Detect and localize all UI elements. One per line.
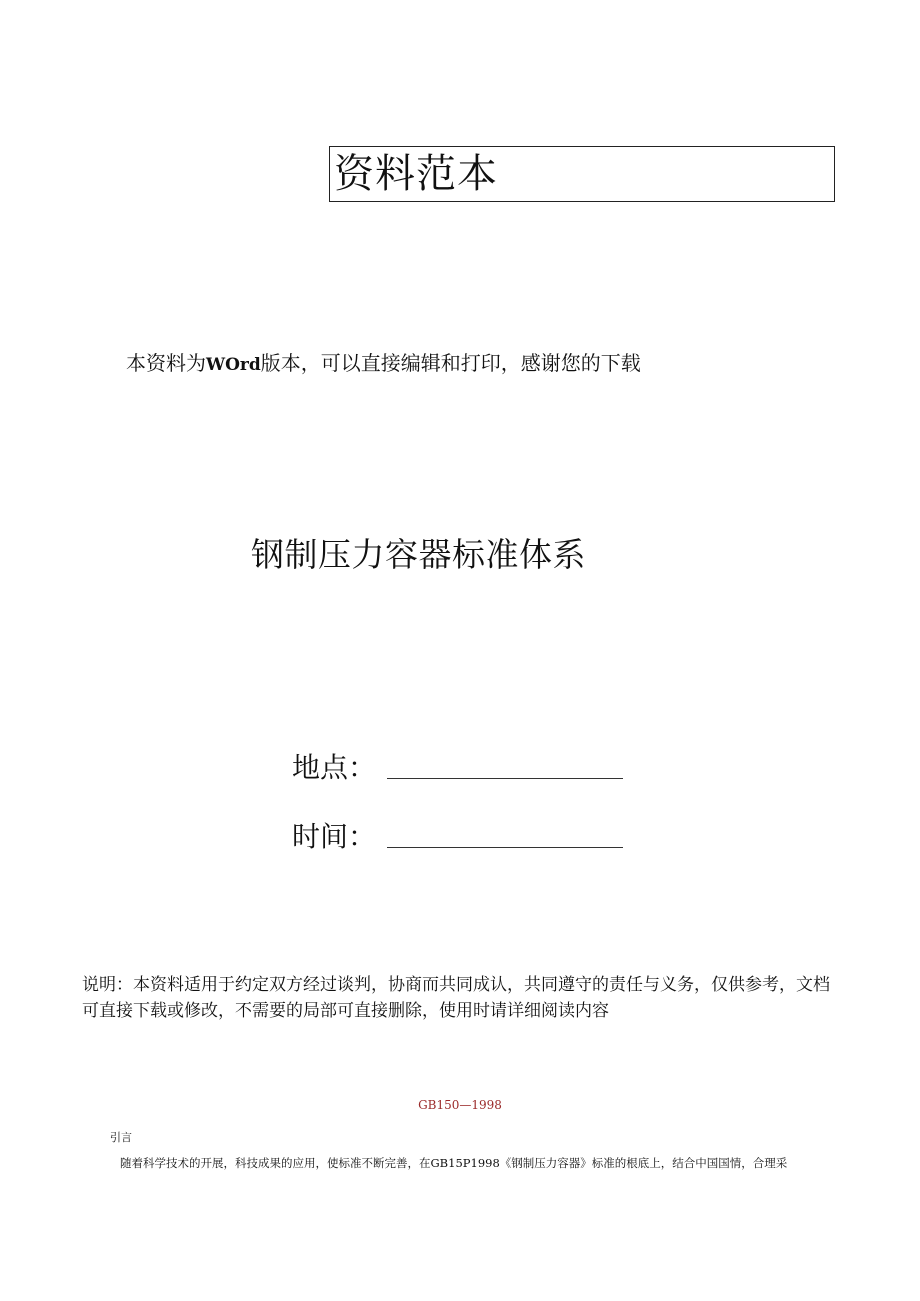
usage-description-line-1: 说明：本资料适用于约定双方经过谈判，协商而共同成认，共同遵守的责任与义务，仅供参考，文档 xyxy=(82,975,830,995)
template-title: 资料范本 xyxy=(334,151,498,197)
document-title: 钢制压力容器标准体系 xyxy=(251,535,586,574)
download-note xyxy=(126,349,641,379)
section-heading: 引言 xyxy=(110,1131,132,1144)
time-blank-line xyxy=(387,847,623,848)
time-label: 时间： xyxy=(292,820,377,853)
template-title-box xyxy=(329,146,835,202)
note-suffix: 版本，可以直接编辑和打印，感谢您的下载 xyxy=(260,351,641,375)
note-prefix: 本资料为 xyxy=(126,351,206,375)
usage-description xyxy=(82,972,842,1024)
standard-code: GB150—1998 xyxy=(418,1098,502,1112)
note-word-format: WOrd xyxy=(206,355,261,375)
location-blank-line xyxy=(387,778,623,779)
location-label: 地点： xyxy=(292,751,377,784)
usage-description-line-2: 可直接下载或修改，不需要的局部可直接删除，使用时请详细阅读内容 xyxy=(82,1001,609,1021)
intro-paragraph: 随着科学技术的开展，科技成果的应用，使标准不断完善，在GB15P1998《钢制压力容器》标准的根底上，结合中国国情，合理采 xyxy=(120,1156,788,1170)
